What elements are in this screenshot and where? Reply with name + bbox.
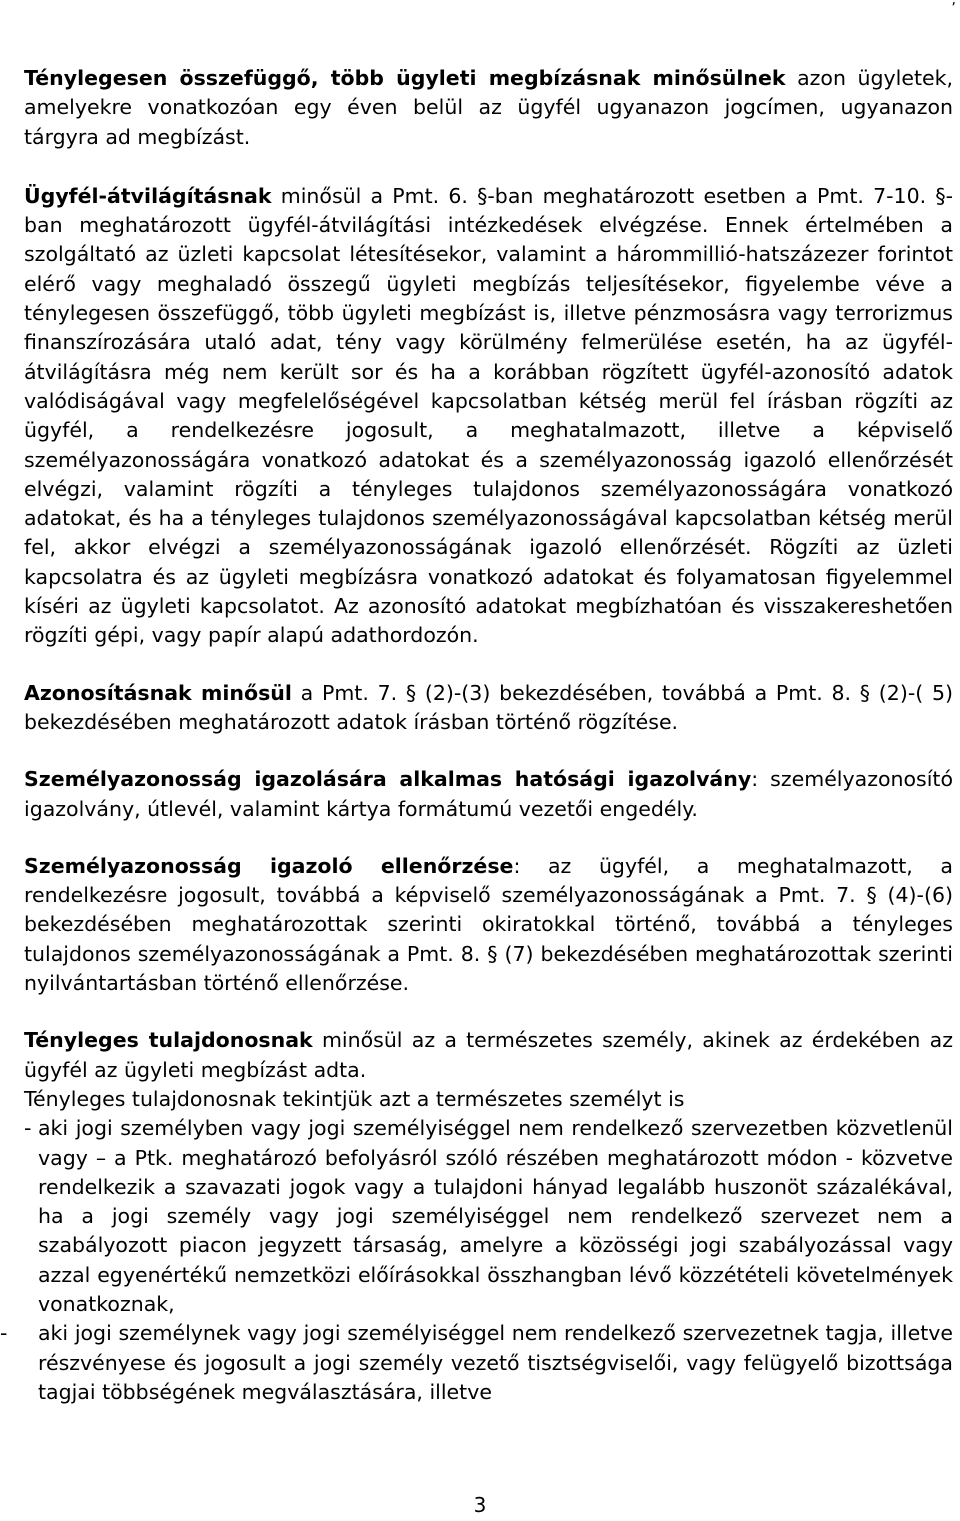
- definition-hatosagi-igazolvany: : személyazonosító igazolvány, útlevél, valamint kártya formátumú vezetői engedély.: [24, 767, 953, 821]
- term-azonositas: Azonosításnak minősül: [24, 680, 292, 705]
- definition-ugyfel-atvilagitas: minősül a Pmt. 6. §-ban meghatározott esetben a Pmt. 7-10. §-ban meghatározott ügyfél-átvilágítási intézkedések elvégzése. Ennek értelmében a szolgáltató az üzleti kapcsolat létesítésekor, valamint a hárommillió-hatszázezer forintot elérő vagy meghaladó összegű ügyleti megbízás teljesítésekor, figyelembe véve a ténylegesen összefüggő, több ügyleti megbízást is, illetve pénzmosásra vagy terrorizmus finanszírozására utaló adat, tény vagy körülmény felmerülése esetén, ha az ügyfél-átvilágításra még nem került sor és ha a korábban rögzített ügyfél-azonosító adatok valódiságával vagy megfelelőségével kapcsolatban kétség merül fel írásban rögzíti az ügyfél, a rendelkezésre jogosult, a meghatalmazott, illetve a képviselő személyazonosságára vonatkozó adatokat és a személyazonosság igazoló ellenőrzését elvégzi, valamint rögzíti a tényleges tulajdonos személyazonosságára vonatkozó adatokat, és ha a tényleges tulajdonos személyazonosságával kapcsolatban kétség merül fel, akkor elvégzi a személyazonosságának igazoló ellenőrzését. Rögzíti az üzleti kapcsolatra és az ügyleti megbízásra vonatkozó adatokat és folyamatosan figyelemmel kíséri az ügyleti kapcsolatot. Az azonosító adatokat megbízhatóan és visszakereshetően rögzíti gépi, vagy papír alapú adathordozón.: [24, 183, 953, 648]
- list-dash: -: [24, 1116, 32, 1141]
- page-number: 3: [473, 1493, 487, 1517]
- paragraph-ugyfel-atvilagitas: [24, 182, 953, 651]
- paragraph-tenyleges-tulajdonos: [24, 1026, 953, 1085]
- term-ugyfel-atvilagitas: Ügyfél-átvilágításnak: [24, 183, 272, 208]
- list-dash: -: [0, 1321, 8, 1346]
- list-item: [24, 1114, 953, 1319]
- paragraph-azonositas: [24, 679, 953, 738]
- definition-ugyleti-megbizas: azon ügyletek, amelyekre vonatkozóan egy éven belül az ügyfél ugyanazon jogcímen, ugyanazon tárgyra ad megbízást.: [24, 66, 953, 149]
- list-item: [0, 1319, 953, 1407]
- definition-tenyleges-tulajdonos: minősül az a természetes személy, akinek az érdekében az ügyfél az ügyleti megbízást adta.: [24, 1028, 953, 1082]
- term-hatosagi-igazolvany: Személyazonosság igazolására alkalmas hatósági igazolvány: [24, 767, 752, 792]
- paragraph-hatosagi-igazolvany: [24, 765, 953, 824]
- document-body: [0, 64, 953, 1407]
- paragraph-ugyleti-megbizas: [24, 64, 953, 152]
- term-ugyleti-megbizas: Ténylegesen összefüggő, több ügyleti megbízásnak minősülnek: [24, 66, 786, 90]
- tenyleges-tulajdonos-intro: Tényleges tulajdonosnak tekintjük azt a természetes személyt is: [24, 1086, 685, 1111]
- list-item-text: aki jogi személyben vagy jogi személyiséggel nem rendelkező szervezetben közvetlenül vagy – a Ptk. meghatározó befolyásról szóló részében meghatározott módon - közvetve rendelkezik a szavazati jogok vagy a tulajdoni hányad legalább huszonöt százalékával, ha a jogi személy vagy jogi személyiséggel nem rendelkező szervezet nem a szabályozott piacon jegyzett társaság, amelyre a közösségi jogi szabályozással vagy azzal egyenértékű nemzetközi előírásokkal összhangban lévő közzétételi követelmények vonatkoznak,: [38, 1116, 953, 1316]
- definition-azonositas: a Pmt. 7. § (2)-(3) bekezdésében, továbbá a Pmt. 8. § (2)-( 5) bekezdésében meghatározott adatok írásban történő rögzítése.: [24, 680, 953, 734]
- term-tenyleges-tulajdonos: Tényleges tulajdonosnak: [24, 1028, 313, 1053]
- paragraph-igazolo-ellenorzes: [24, 852, 953, 998]
- definition-igazolo-ellenorzes: : az ügyfél, a meghatalmazott, a rendelkezésre jogosult, továbbá a képviselő személyazonosságának a Pmt. 7. § (4)-(6) bekezdésében meghatározottak szerinti okiratokkal történő, továbbá a tényleges tulajdonos személyazonosságának a Pmt. 8. § (7) bekezdésében meghatározottak szerinti nyilvántartásban történő ellenőrzése.: [24, 853, 953, 996]
- list-item-text: aki jogi személynek vagy jogi személyiséggel nem rendelkező szervezetnek tagja, illetve részvényese és jogosult a jogi személy vezető tisztségviselői, vagy felügyelő bizottsága tagjai többségének megválasztására, illetve: [38, 1321, 953, 1404]
- term-igazolo-ellenorzes: Személyazonosság igazoló ellenőrzése: [24, 853, 514, 878]
- corner-mark: ,: [951, 0, 956, 8]
